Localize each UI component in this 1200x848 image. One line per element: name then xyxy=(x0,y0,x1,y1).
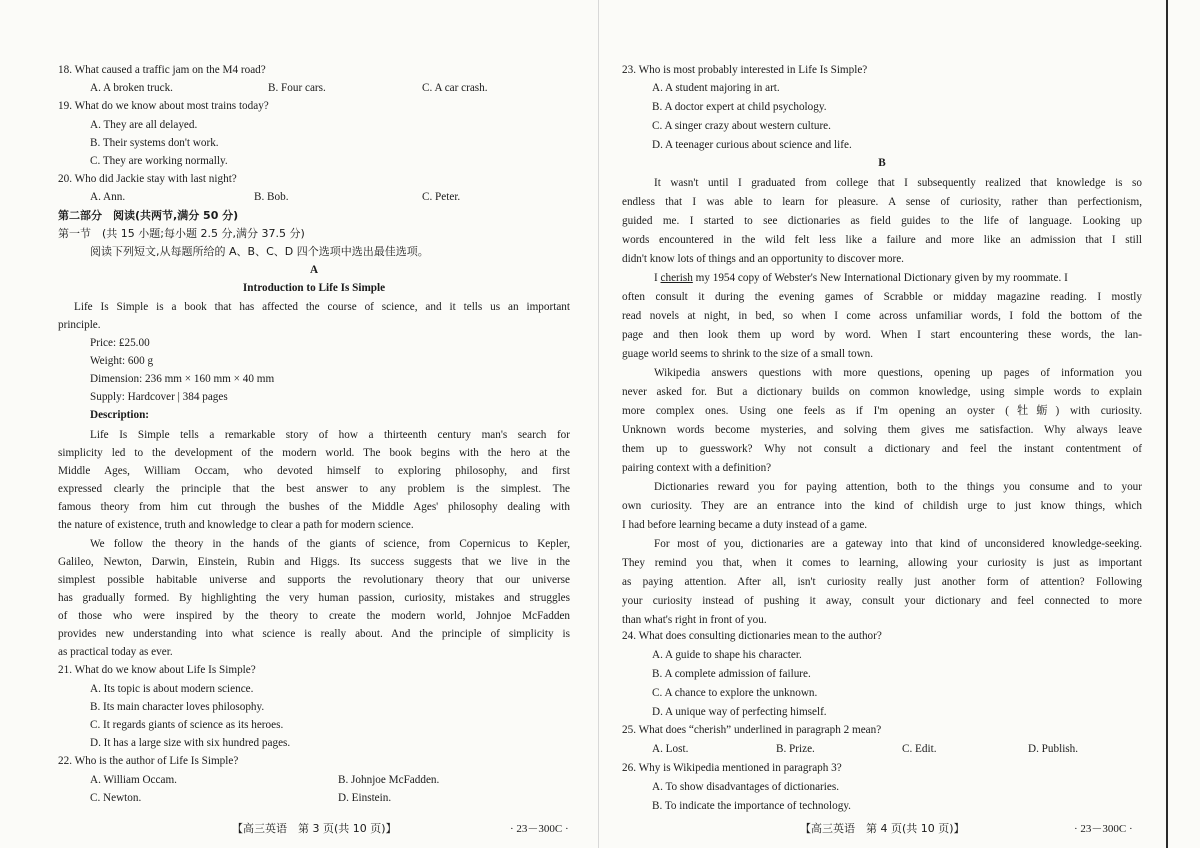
para-line: of those who were inspired by the theory to create the modern world, Johnjoe McFadden xyxy=(58,610,570,622)
q24-option-d[interactable]: D. A unique way of perfecting himself. xyxy=(652,706,827,718)
para-line: Wikipedia answers questions with more questions, opening up pages of information you xyxy=(654,367,1142,379)
right-page xyxy=(622,0,1142,848)
para-line: own curiosity. They are an entrance into the kind of childish urge to just know things, which xyxy=(622,500,1142,512)
footer-code: · 23－300C · xyxy=(1074,823,1133,835)
para-line: They remind you that, when it comes to learning, allowing your curiosity is just as important xyxy=(622,557,1142,569)
book-weight: Weight: 600 g xyxy=(90,355,154,367)
para-line: the nature of existence, truth and knowledge to clear a path for modern science. xyxy=(58,519,414,531)
para-line: Life Is Simple tells a remarkable story of how a thirteenth century man's search for xyxy=(90,429,570,441)
q22-option-c[interactable]: C. Newton. xyxy=(90,792,142,804)
para-line: Galileo, Newton, Darwin, Einstein, Rubin and Higgs. Its success suggests that we live in the xyxy=(58,556,570,568)
passage-a-letter: A xyxy=(309,264,319,276)
q24-option-c[interactable]: C. A chance to explore the unknown. xyxy=(652,687,818,699)
binding-edge xyxy=(1166,0,1168,848)
footer-page-label: 【高三英语 第 4 页(共 10 页)】 xyxy=(800,822,965,835)
para-line: as paying attention. After all, isn't curiosity really just another form of attention? Following xyxy=(622,576,1142,588)
book-supply: Supply: Hardcover | 384 pages xyxy=(90,391,228,403)
para-line: read novels at night, in bed, so when I come across unfamiliar words, I fold the bottom of the xyxy=(622,310,1142,322)
q19-option-a[interactable]: A. They are all delayed. xyxy=(90,119,198,131)
passage-b-letter: B xyxy=(878,157,886,169)
q24-stem: 24. What does consulting dictionaries mean to the author? xyxy=(622,630,882,642)
q19-stem: 19. What do we know about most trains today? xyxy=(58,100,269,112)
para-line: endless that I was able to learn for pleasure. A sense of curiosity, rather than perfectionism, xyxy=(622,196,1142,208)
q18-stem: 18. What caused a traffic jam on the M4 road? xyxy=(58,64,266,76)
left-page xyxy=(58,0,570,848)
para-line: It wasn't until I graduated from college that I subsequently realized that knowledge is so xyxy=(654,177,1142,189)
q18-option-b[interactable]: B. Four cars. xyxy=(268,82,326,94)
q26-option-a[interactable]: A. To show disadvantages of dictionaries. xyxy=(652,781,839,793)
q21-option-d[interactable]: D. It has a large size with six hundred pages. xyxy=(90,737,291,749)
q23-option-d[interactable]: D. A teenager curious about science and life. xyxy=(652,139,852,151)
q20-option-b[interactable]: B. Bob. xyxy=(254,191,289,203)
passage-a-title: Introduction to Life Is Simple xyxy=(242,282,386,294)
description-heading: Description: xyxy=(90,409,150,421)
para-line: words encountered in the wild felt less like a failure and more like an admission that I still xyxy=(622,234,1142,246)
q18-option-c[interactable]: C. A car crash. xyxy=(422,82,488,94)
q22-stem: 22. Who is the author of Life Is Simple? xyxy=(58,755,239,767)
q19-option-c[interactable]: C. They are working normally. xyxy=(90,155,228,167)
book-price: Price: ₤25.00 xyxy=(90,337,150,349)
q20-option-c[interactable]: C. Peter. xyxy=(422,191,461,203)
q24-option-a[interactable]: A. A guide to shape his character. xyxy=(652,649,802,661)
para-word: I xyxy=(654,272,658,284)
section1-heading: 第一节 (共 15 小题;每小题 2.5 分,满分 37.5 分) xyxy=(58,227,305,240)
q22-option-d[interactable]: D. Einstein. xyxy=(338,792,392,804)
part2-heading: 第二部分 阅读(共两节,满分 50 分) xyxy=(58,209,239,222)
para-line: more complex ones. Using one feels as if I'm opening an oyster (牡蛎) with curiosity. xyxy=(622,405,1142,417)
para-line: provides new understanding into what science is really about. And the principle of simplicity is xyxy=(58,628,570,640)
para-line: famous theory from him cut through the bushes of the Middle Ages' philosophy dealing with xyxy=(58,501,570,513)
q25-option-c[interactable]: C. Edit. xyxy=(902,743,937,755)
q23-option-a[interactable]: A. A student majoring in art. xyxy=(652,82,780,94)
para-line-cherish xyxy=(654,271,1142,285)
q25-option-b[interactable]: B. Prize. xyxy=(776,743,815,755)
para-line: page and then look them up word by word. When I start encountering these words, the lan- xyxy=(622,329,1142,341)
reading-instruction: 阅读下列短文,从每题所给的 A、B、C、D 四个选项中选出最佳选项。 xyxy=(90,245,429,258)
footer-code: · 23－300C · xyxy=(510,823,569,835)
cherish-underlined: cherish xyxy=(660,272,693,284)
para-line: We follow the theory in the hands of the giants of science, from Copernicus to Kepler, xyxy=(90,538,570,550)
para-line: I had before learning became a duty instead of a game. xyxy=(622,519,868,531)
q22-option-a[interactable]: A. William Occam. xyxy=(90,774,177,786)
q22-option-b[interactable]: B. Johnjoe McFadden. xyxy=(338,774,440,786)
para-line: never asked for. But a dictionary builds on common knowledge, using simple words to explain xyxy=(622,386,1142,398)
q20-stem: 20. Who did Jackie stay with last night? xyxy=(58,173,237,185)
book-dimension: Dimension: 236 mm × 160 mm × 40 mm xyxy=(90,373,275,385)
para-line: them up to guesswork? Why not consult a dictionary and feel the instant contentment of xyxy=(622,443,1142,455)
para-line: Dictionaries reward you for paying attention, both to the things you consume and to your xyxy=(654,481,1142,493)
q26-stem: 26. Why is Wikipedia mentioned in paragraph 3? xyxy=(622,762,842,774)
para-line: than what's right in front of you. xyxy=(622,614,767,626)
q21-option-b[interactable]: B. Its main character loves philosophy. xyxy=(90,701,265,713)
q23-option-c[interactable]: C. A singer crazy about western culture. xyxy=(652,120,831,132)
para-line: simplest possible habitable universe and supports the revolutionary theory that our universe xyxy=(58,574,570,586)
q23-option-b[interactable]: B. A doctor expert at child psychology. xyxy=(652,101,827,113)
page-divider xyxy=(598,0,599,848)
para-line: as practical today as ever. xyxy=(58,646,173,658)
para-line: pairing context with a definition? xyxy=(622,462,772,474)
q26-option-b[interactable]: B. To indicate the importance of technology. xyxy=(652,800,851,812)
q21-option-c[interactable]: C. It regards giants of science as its heroes. xyxy=(90,719,284,731)
intro-line: principle. xyxy=(58,319,101,331)
para-line: your curiosity instead of pushing it away, consult your dictionary and feel connected to more xyxy=(622,595,1142,607)
q25-option-d[interactable]: D. Publish. xyxy=(1028,743,1079,755)
q18-option-a[interactable]: A. A broken truck. xyxy=(90,82,173,94)
para-line: Unknown words become mysteries, and solving them gives me satisfaction. Why always leave xyxy=(622,424,1142,436)
q25-option-a[interactable]: A. Lost. xyxy=(652,743,689,755)
q21-stem: 21. What do we know about Life Is Simple? xyxy=(58,664,256,676)
para-line: often consult it during the evening games of Scrabble or midday magazine reading. I mostly xyxy=(622,291,1142,303)
q21-option-a[interactable]: A. Its topic is about modern science. xyxy=(90,683,254,695)
para-line: simplicity led to the development of the modern world. The book begins with the hero at the xyxy=(58,447,570,459)
footer-page-label: 【高三英语 第 3 页(共 10 页)】 xyxy=(232,822,397,835)
q19-option-b[interactable]: B. Their systems don't work. xyxy=(90,137,219,149)
para-line: For most of you, dictionaries are a gateway into that kind of unconsidered knowledge-seeking. xyxy=(654,538,1142,550)
para-line: Middle Ages, William Occam, who devoted himself to exploring philosophy, and first xyxy=(58,465,570,477)
para-line: guage world seems to shrink to the size of a small town. xyxy=(622,348,874,360)
q25-stem: 25. What does “cherish” underlined in paragraph 2 mean? xyxy=(622,724,882,736)
para-line: guided me. I started to see dictionaries as field guides to the life of language. Looking up xyxy=(622,215,1142,227)
q24-option-b[interactable]: B. A complete admission of failure. xyxy=(652,668,811,680)
q20-option-a[interactable]: A. Ann. xyxy=(90,191,126,203)
para-line: expressed clearly the principle that the best answer to any problem is the simplest. The xyxy=(58,483,570,495)
intro-line: Life Is Simple is a book that has affected the course of science, and it tells us an important xyxy=(74,301,570,313)
para-text: my 1954 copy of Webster's New International Dictionary given by my roommate. I xyxy=(695,272,1068,284)
para-line: didn't know lots of things and an opportunity to discover more. xyxy=(622,253,904,265)
para-line: has gradually formed. By highlighting the very human passion, curiosity, mistakes and struggles xyxy=(58,592,570,604)
q23-stem: 23. Who is most probably interested in Life Is Simple? xyxy=(622,64,868,76)
